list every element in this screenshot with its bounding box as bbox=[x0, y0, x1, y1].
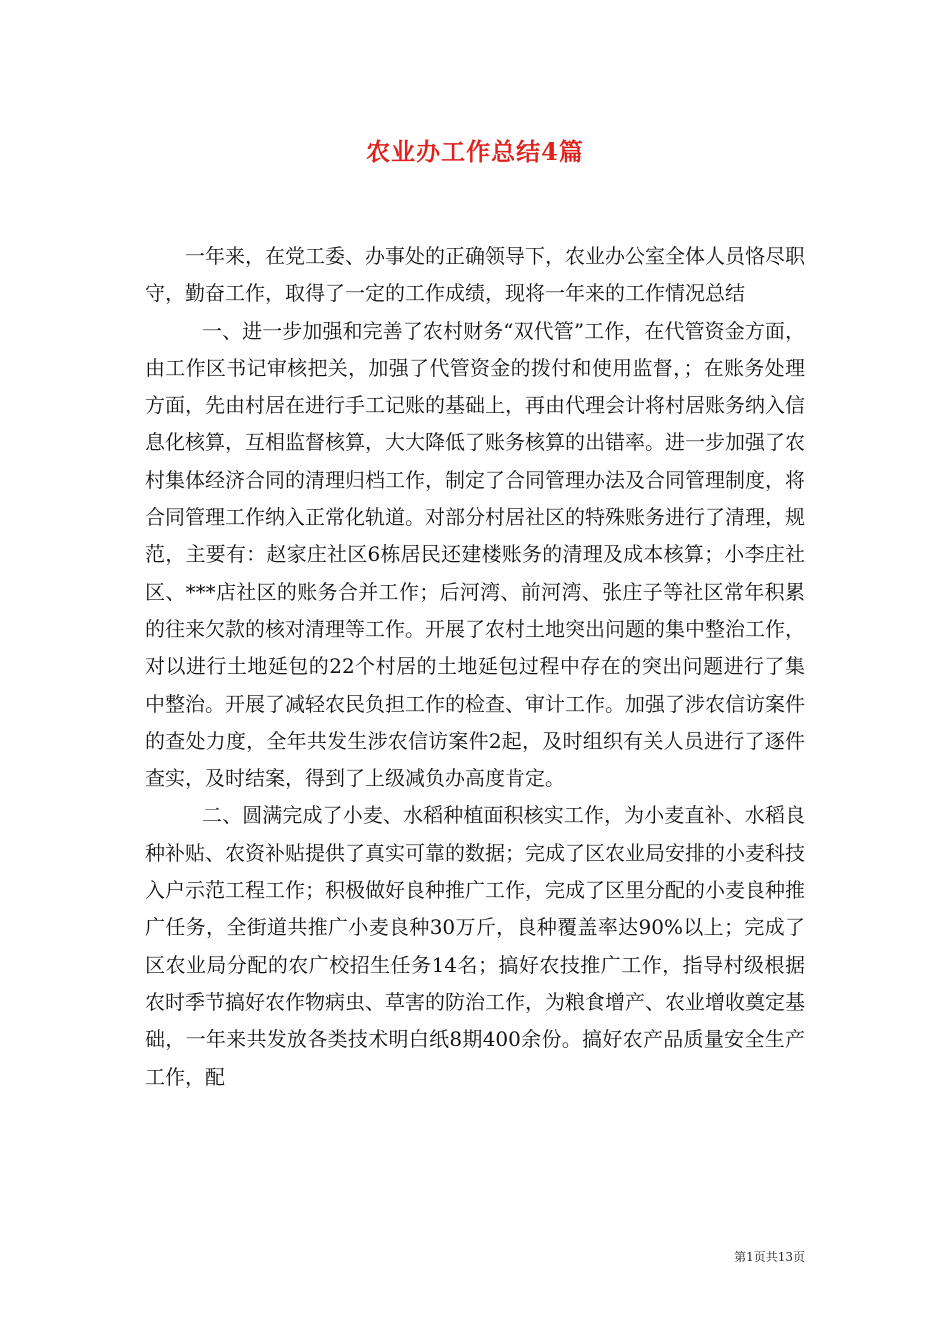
paragraph-section-two: 二、圆满完成了小麦、水稻种植面积核实工作，为小麦直补、水稻良种补贴、农资补贴提供了真实可靠的数据；完成了区农业局安排的小麦科技入户示范工程工作；积极做好良种推广工作，完成了区里分配的小麦良种推广任务，全街道共推广小麦良种30万斤，良种覆盖率达90%以上；完成了区农业局分配的农广校招生任务14名；搞好农技推广工作，指导村级根据农时季节搞好农作物病虫、草害的防治工作，为粮食增产、农业增收奠定基础，一年来共发放各类技术明白纸8期400余份。搞好农产品质量安全生产工作，配 bbox=[145, 803, 805, 1089]
paragraph-section-one: 一、进一步加强和完善了农村财务“双代管”工作，在代管资金方面，由工作区书记审核把关，加强了代管资金的拨付和使用监督，；在账务处理方面，先由村居在进行手工记账的基础上，再由代理会计将村居账务纳入信息化核算，互相监督核算，大大降低了账务核算的出错率。进一步加强了农村集体经济合同的清理归档工作，制定了合同管理办法及合同管理制度，将合同管理工作纳入正常化轨道。对部分村居社区的特殊账务进行了清理，规范，主要有：赵家庄社区6栋居民还建楼账务的清理及成本核算；小李庄社区、***店社区的账务合并工作；后河湾、前河湾、张庄子等社区常年积累的往来欠款的核对清理等工作。开展了农村土地突出问题的集中整治工作，对以进行土地延包的22个村居的土地延包过程中存在的突出问题进行了集中整治。开展了减轻农民负担工作的检查、审计工作。加强了涉农信访案件的查处力度，全年共发生涉农信访案件2起，及时组织有关人员进行了逐件查实，及时结案，得到了上级减负办高度肯定。 bbox=[145, 318, 805, 791]
document-body bbox=[145, 238, 805, 1096]
paragraph-intro: 一年来，在党工委、办事处的正确领导下，农业办公室全体人员恪尽职守，勤奋工作，取得了一定的工作成绩，现将一年来的工作情况总结 bbox=[145, 244, 805, 306]
page-number-footer: 第1页共13页 bbox=[734, 1250, 805, 1264]
document-title: 农业办工作总结4篇 bbox=[366, 137, 584, 166]
